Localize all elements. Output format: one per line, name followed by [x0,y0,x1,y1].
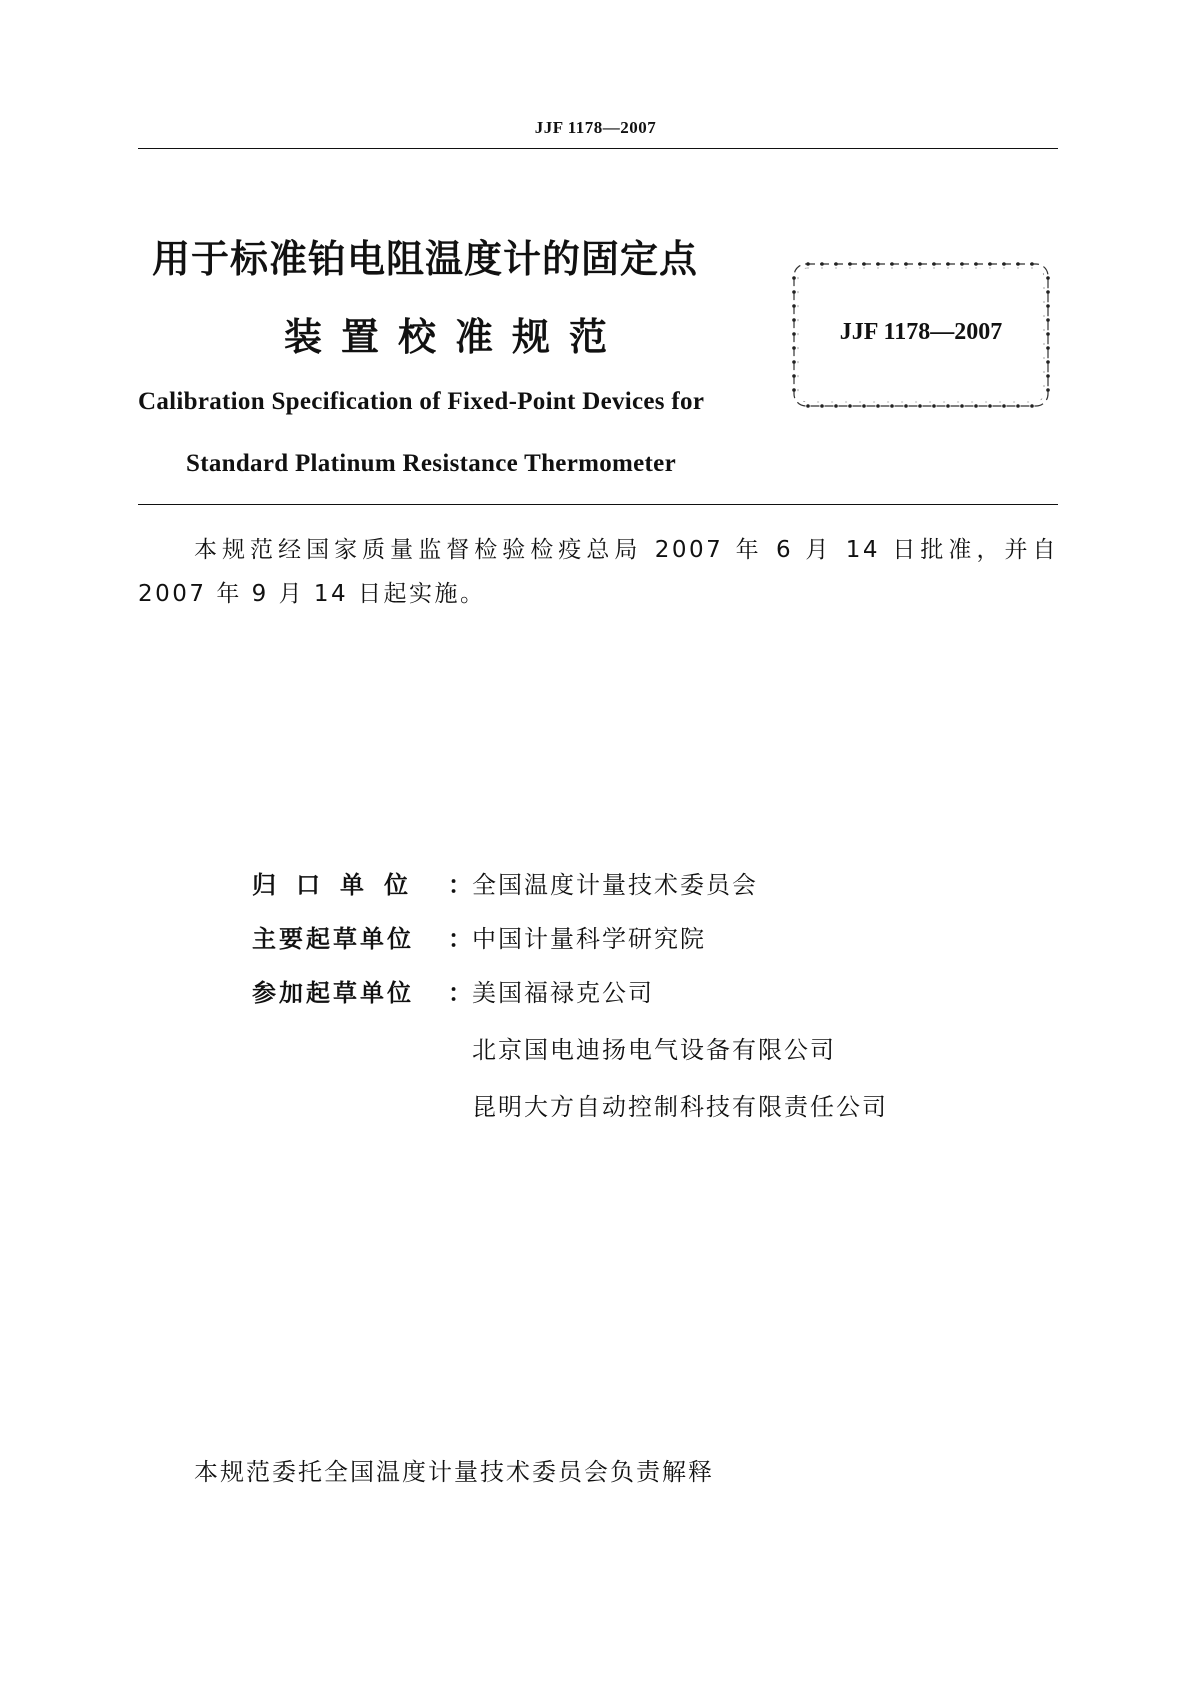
approval-statement: 本规范经国家质量监督检验检疫总局 2007 年 6 月 14 日批准，并自 2007 年 9 月 14 日起实施。 [138,537,1058,607]
co-drafter-value: 昆明大方自动控制科技有限责任公司 [472,1093,888,1121]
border-dot [806,262,810,266]
border-dot [806,404,810,408]
label-colon: ： [448,979,472,1007]
border-dot [974,262,978,266]
border-dot [946,404,950,408]
border-dot [1046,276,1050,280]
border-dot [876,404,880,408]
border-dot [960,404,964,408]
border-dot [1030,262,1034,266]
border-dot [988,262,992,266]
label-colon: ： [448,925,472,953]
title-english-line1: Calibration Specification of Fixed-Point Devices for [138,388,705,415]
border-dot [848,404,852,408]
border-dot [988,404,992,408]
header-standard-code: JJF 1178—2007 [534,118,657,137]
main-drafter-label: 主要起草单位 [252,925,414,953]
border-dot [904,404,908,408]
border-dot [876,262,880,266]
border-dot [890,262,894,266]
co-drafter-row [252,1090,888,1124]
border-dot [1046,304,1050,308]
border-dot [862,404,866,408]
border-dot [792,374,796,378]
co-drafter-value: 美国福禄克公司 [472,979,654,1007]
title-rule [138,504,1058,505]
border-dot [904,262,908,266]
co-drafter-row [252,976,654,1010]
responsible-unit-value: 全国温度计量技术委员会 [472,871,758,899]
border-dot [1016,404,1020,408]
border-dot [1046,290,1050,294]
border-dot [820,262,824,266]
border-dot [918,262,922,266]
border-dot [960,262,964,266]
label-colon: ： [448,871,472,899]
title-chinese-line1: 用于标准铂电阻温度计的固定点 [152,237,699,281]
border-dot [1046,346,1050,350]
border-dot [1046,374,1050,378]
co-drafter-label: 参加起草单位 [252,979,414,1007]
border-dot [792,360,796,364]
title-chinese-line2: 装置校准规范 [284,315,627,359]
main-drafter-row [252,922,706,956]
border-dot [834,262,838,266]
responsible-unit-label: 归口单位 [252,871,428,899]
main-drafter-value: 中国计量科学研究院 [472,925,706,953]
border-dot [792,290,796,294]
border-dot [974,404,978,408]
standard-code-box [790,260,1052,410]
border-dot [792,276,796,280]
border-dot [918,404,922,408]
border-dot [1016,262,1020,266]
co-drafter-row [252,1033,836,1067]
border-dot [1030,404,1034,408]
border-dot [862,262,866,266]
border-dot [792,304,796,308]
border-dot [792,346,796,350]
border-dot [932,262,936,266]
border-dot [932,404,936,408]
border-dot [792,388,796,392]
border-dot [820,404,824,408]
header-rule [138,148,1058,149]
border-dot [1046,360,1050,364]
interpretation-note: 本规范委托全国温度计量技术委员会负责解释 [194,1458,714,1486]
border-dot [834,404,838,408]
responsible-unit-row [252,868,758,902]
co-drafter-value: 北京国电迪扬电气设备有限公司 [472,1036,836,1064]
border-dot [848,262,852,266]
border-dot [1002,262,1006,266]
border-dot [946,262,950,266]
border-dot [1002,404,1006,408]
standard-code: JJF 1178—2007 [839,319,1003,345]
border-dot [1046,388,1050,392]
border-dot [890,404,894,408]
title-english-line2: Standard Platinum Resistance Thermometer [186,450,676,477]
